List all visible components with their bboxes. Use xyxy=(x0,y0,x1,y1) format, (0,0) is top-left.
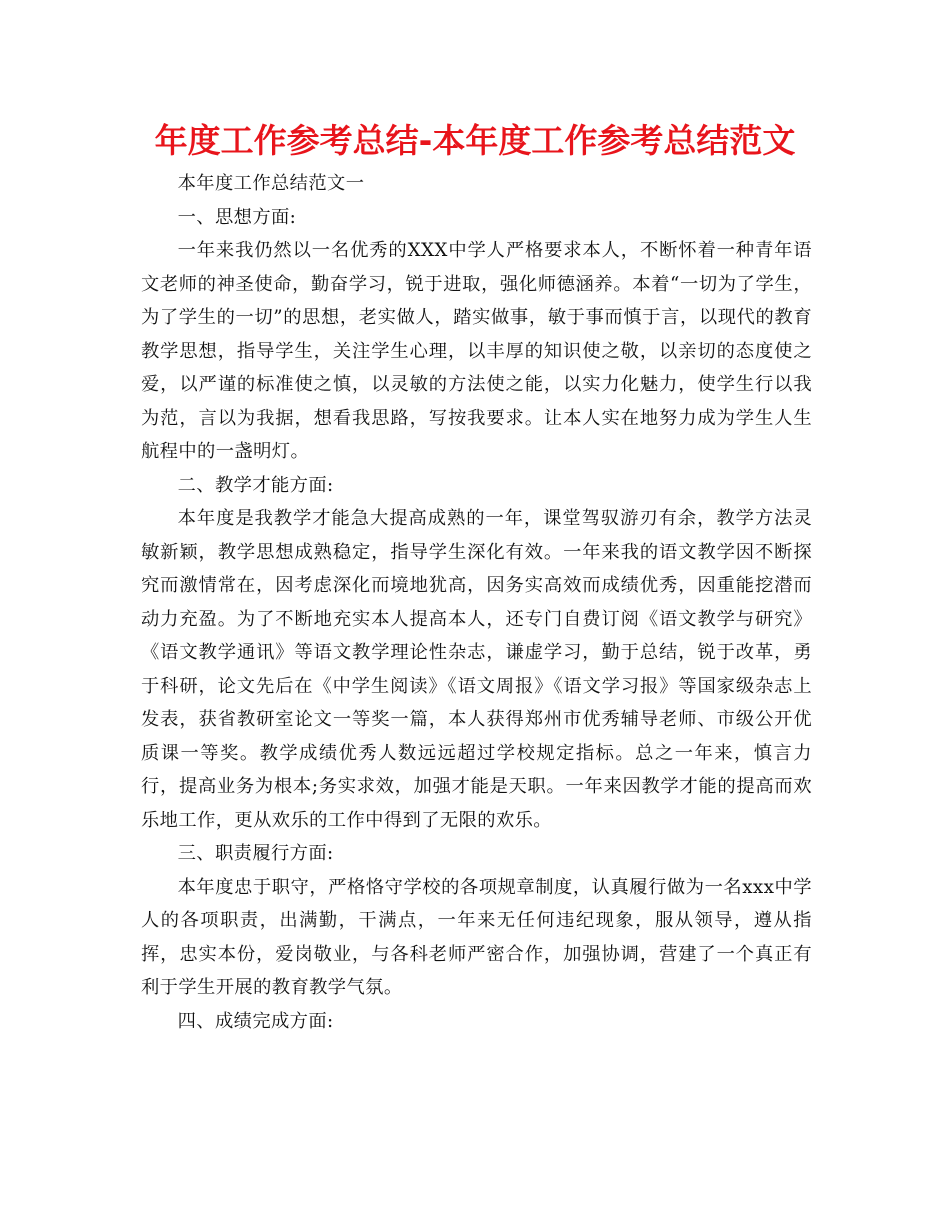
section-heading-duty: 三、职责履行方面: xyxy=(177,843,334,864)
document-title: 年度工作参考总结-本年度工作参考总结范文 xyxy=(154,121,796,160)
paragraph-duty: 本年度忠于职守，严格恪守学校的各项规章制度，认真履行做为一名xxx中学人的各项职责，出满勤，干满点，一年来无任何违纪现象，服从领导，遵从指挥，忠实本份，爱岗敬业，与各科老师严密合作，加强协调，营建了一个真正有利于学生开展的教育教学气氛。 xyxy=(141,876,812,998)
section-heading-teaching: 二、教学才能方面: xyxy=(177,474,334,496)
section-heading-results: 四、成绩完成方面: xyxy=(177,1010,334,1032)
subtitle-paragraph: 本年度工作总结范文一 xyxy=(177,173,365,194)
section-heading-thought: 一、思想方面: xyxy=(177,206,297,228)
paragraph-thought: 一年来我仍然以一名优秀的XXX中学人严格要求本人，不断怀着一种青年语文老师的神圣使命，勤奋学习，锐于进取，强化师德涵养。本着“一切为了学生，为了学生的一切”的思想，老实做人，踏实做事，敏于事而慎于言，以现代的教育教学思想，指导学生，关注学生心理，以丰厚的知识使之敬，以亲切的态度使之爱，以严谨的标准使之慎，以灵敏的方法使之能，以实力化魅力，使学生行以我为范，言以为我据，想看我思路，写按我要求。让本人实在地努力成为学生人生航程中的一盏明灯。 xyxy=(141,240,812,462)
document-body xyxy=(141,167,812,1038)
paragraph-teaching: 本年度是我教学才能急大提高成熟的一年，课堂驾驭游刃有余，教学方法灵敏新颖，教学思想成熟稳定，指导学生深化有效。一年来我的语文教学因不断探究而激情常在，因考虑深化而境地犹高，因务实高效而成绩优秀，因重能挖潜而动力充盈。为了不断地充实本人提高本人，还专门自费订阅《语文教学与研究》《语文教学通讯》等语文教学理论性杂志，谦虚学习，勤于总结，锐于改革，勇于科研，论文先后在《中学生阅读》《语文周报》《语文学习报》等国家级杂志上发表，获省教研室论文一等奖一篇，本人获得郑州市优秀辅导老师、市级公开优质课一等奖。教学成绩优秀人数远远超过学校规定指标。总之一年来，慎言力行，提高业务为根本;务实求效，加强才能是天职。一年来因教学才能的提高而欢乐地工作，更从欢乐的工作中得到了无限的欢乐。 xyxy=(141,508,812,831)
